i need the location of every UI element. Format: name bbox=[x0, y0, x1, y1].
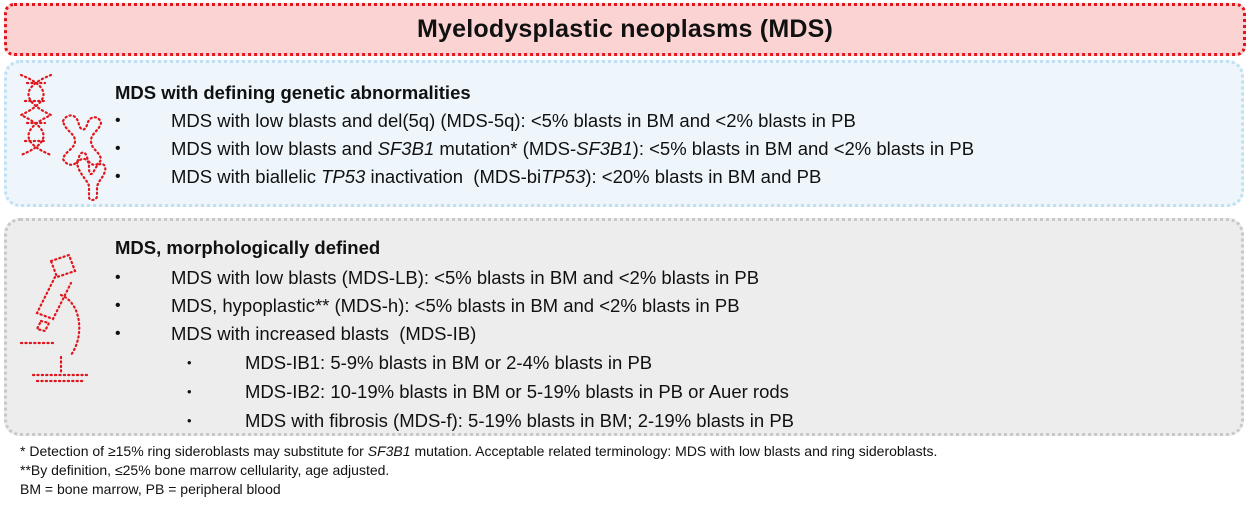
bullet: • bbox=[115, 140, 121, 157]
list-item-text: MDS with low blasts and del(5q) (MDS-5q): <5% blasts in BM and <2% blasts in PB bbox=[171, 110, 856, 131]
microscope-icon bbox=[15, 251, 95, 387]
bullet: • bbox=[115, 297, 121, 314]
list-item-text: MDS with biallelic TP53 inactivation (MDS-biTP53): <20% blasts in BM and PB bbox=[171, 166, 822, 187]
title-banner bbox=[4, 3, 1246, 56]
footnote-hypoplastic: **By definition, ≤25% bone marrow cellularity, age adjusted. bbox=[20, 462, 390, 478]
sub-list-item-text: MDS-IB1: 5-9% blasts in BM or 2-4% blasts in PB bbox=[245, 352, 653, 373]
footnote-sf3b1: * Detection of ≥15% ring sideroblasts may substitute for SF3B1 mutation. Acceptable related terminology: MDS with low blasts and ring sideroblasts. bbox=[20, 443, 938, 459]
sub-bullet: • bbox=[187, 384, 192, 399]
bullet: • bbox=[115, 112, 121, 129]
chromosome-icon bbox=[17, 71, 109, 201]
sub-bullet: • bbox=[187, 413, 192, 428]
sub-list-item-text: MDS with fibrosis (MDS-f): 5-19% blasts in BM; 2-19% blasts in PB bbox=[245, 410, 794, 431]
bullet: • bbox=[115, 168, 121, 185]
list-item-text: MDS with increased blasts (MDS-IB) bbox=[171, 323, 477, 344]
morph-section-heading: MDS, morphologically defined bbox=[115, 237, 381, 258]
list-item-text: MDS with low blasts and SF3B1 mutation* (MDS-SF3B1): <5% blasts in BM and <2% blasts in PB bbox=[171, 138, 975, 159]
footnotes bbox=[20, 442, 937, 499]
genetic-section-heading: MDS with defining genetic abnormalities bbox=[115, 82, 471, 103]
sub-list-item-text: MDS-IB2: 10-19% blasts in BM or 5-19% blasts in PB or Auer rods bbox=[245, 381, 789, 402]
genetic-abnormalities-panel bbox=[4, 60, 1244, 207]
sub-bullet: • bbox=[187, 355, 192, 370]
footnote-abbreviations: BM = bone marrow, PB = peripheral blood bbox=[20, 481, 281, 497]
bullet: • bbox=[115, 325, 121, 342]
bullet: • bbox=[115, 269, 121, 286]
morphologically-defined-panel bbox=[4, 218, 1244, 436]
list-item-text: MDS with low blasts (MDS-LB): <5% blasts in BM and <2% blasts in PB bbox=[171, 267, 760, 288]
list-item-text: MDS, hypoplastic** (MDS-h): <5% blasts in BM and <2% blasts in PB bbox=[171, 295, 740, 316]
page-title: Myelodysplastic neoplasms (MDS) bbox=[416, 15, 834, 43]
